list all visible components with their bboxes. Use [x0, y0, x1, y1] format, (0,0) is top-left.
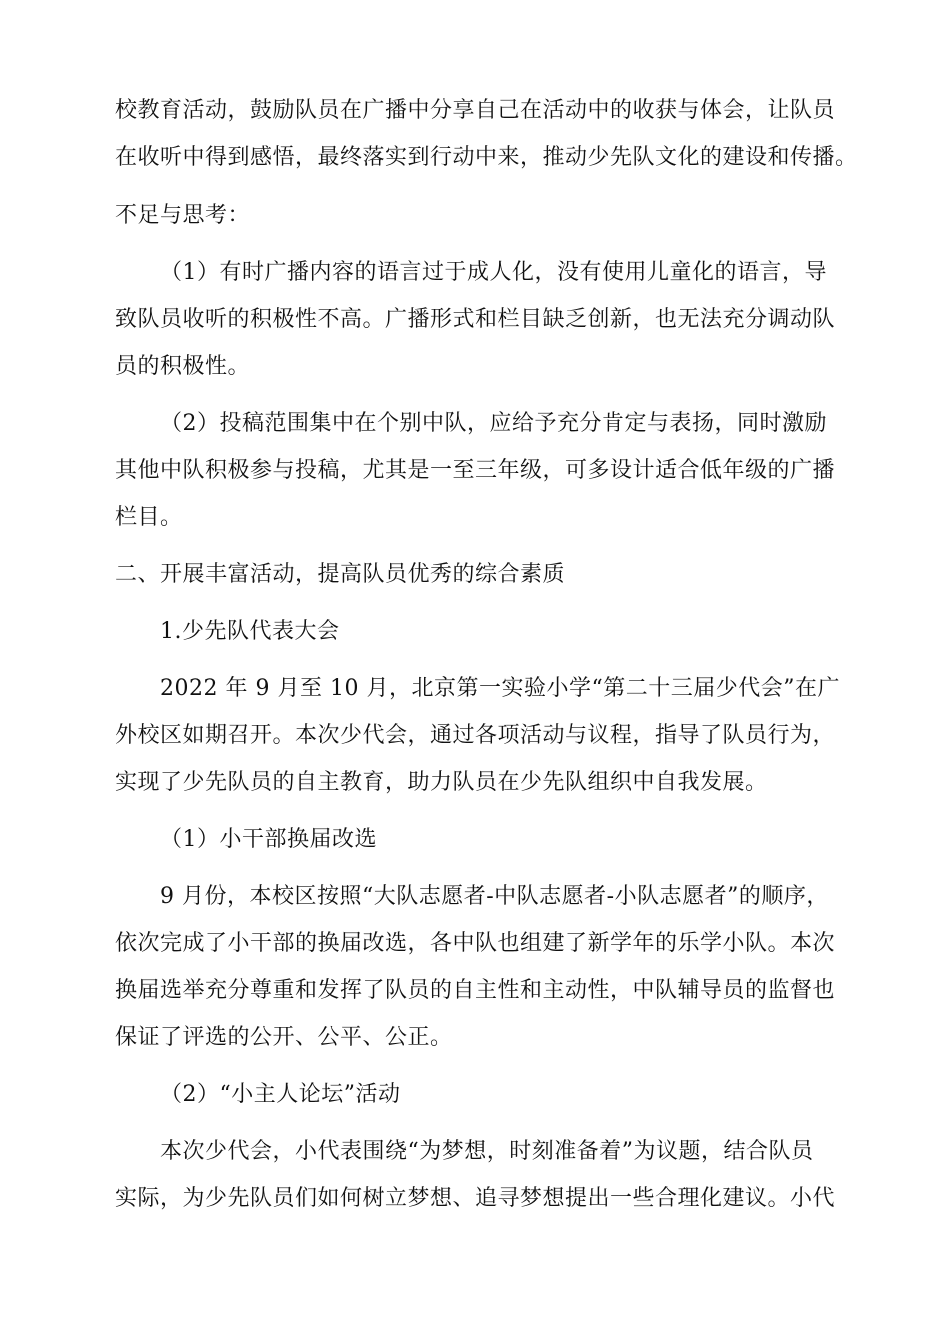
paragraph-line: 实现了少先队员的自主教育，助力队员在少先队组织中自我发展。 — [115, 770, 768, 795]
paragraph-line: 2022 年 9 月至 10 月，北京第一实验小学“第二十三届少代会”在广 — [160, 676, 840, 701]
subsection-heading: （2）“小主人论坛”活动 — [160, 1082, 401, 1107]
paragraph-line: 依次完成了小干部的换届改选，各中队也组建了新学年的乐学小队。本次 — [115, 931, 836, 956]
paragraph-line: 保证了评选的公开、公平、公正。 — [115, 1025, 453, 1050]
paragraph-line: 本次少代会，小代表围绕“为梦想，时刻准备着”为议题，结合队员 — [160, 1139, 814, 1164]
paragraph-line: 换届选举充分尊重和发挥了队员的自主性和主动性，中队辅导员的监督也 — [115, 978, 836, 1003]
paragraph-line: 致队员收听的积极性不高。广播形式和栏目缺乏创新，也无法充分调动队 — [115, 307, 836, 332]
paragraph-line: 员的积极性。 — [115, 354, 251, 379]
paragraph-line: （2）投稿范围集中在个别中队，应给予充分肯定与表扬，同时激励 — [160, 411, 827, 436]
paragraph-line: 其他中队积极参与投稿，尤其是一至三年级，可多设计适合低年级的广播 — [115, 458, 836, 483]
section-heading: 不足与思考： — [115, 203, 251, 228]
subsection-heading: 1.少先队代表大会 — [160, 619, 340, 644]
paragraph-line: 校教育活动，鼓励队员在广播中分享自己在活动中的收获与体会，让队员 — [115, 98, 836, 123]
paragraph-line: 外校区如期召开。本次少代会，通过各项活动与议程，指导了队员行为， — [115, 723, 836, 748]
paragraph-line: 9 月份，本校区按照“大队志愿者-中队志愿者-小队志愿者”的顺序， — [160, 884, 829, 909]
subsection-heading: （1）小干部换届改选 — [160, 827, 377, 852]
paragraph-line: （1）有时广播内容的语言过于成人化，没有使用儿童化的语言，导 — [160, 260, 827, 285]
paragraph-line: 在收听中得到感悟，最终落实到行动中来，推动少先队文化的建设和传播。 — [115, 145, 858, 170]
paragraph-line: 实际，为少先队员们如何树立梦想、追寻梦想提出一些合理化建议。小代 — [115, 1186, 836, 1211]
section-heading: 二、开展丰富活动，提高队员优秀的综合素质 — [115, 562, 566, 587]
paragraph-line: 栏目。 — [115, 505, 183, 530]
